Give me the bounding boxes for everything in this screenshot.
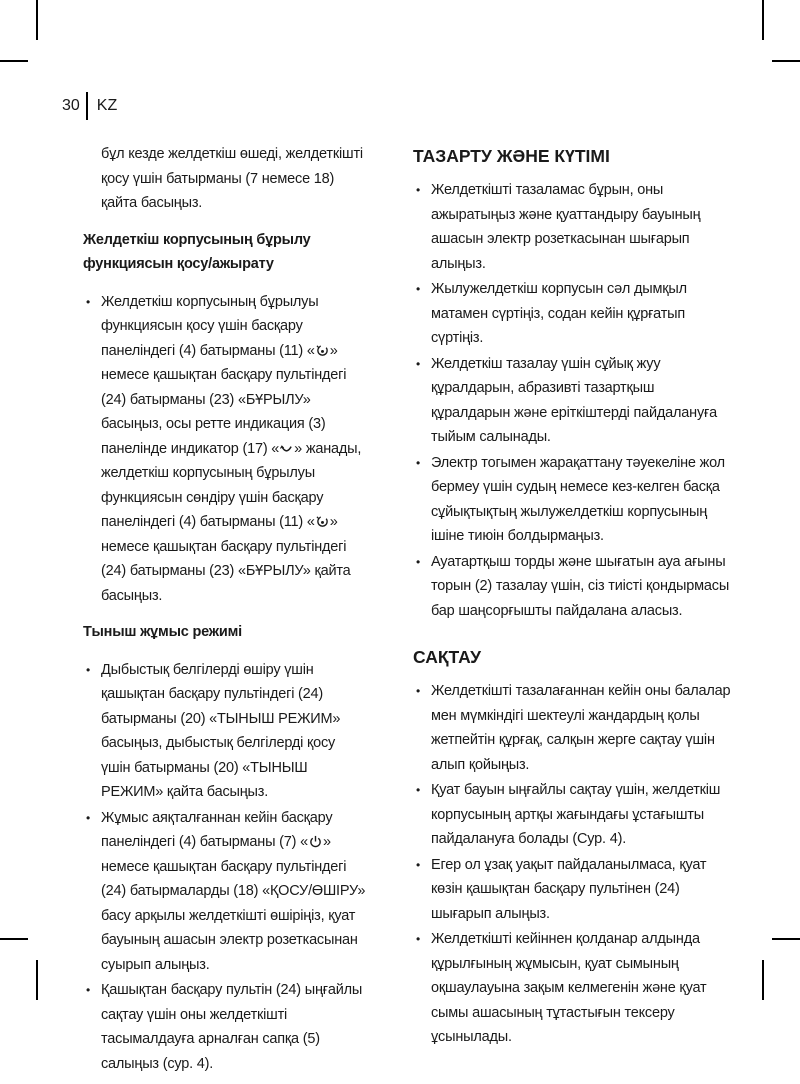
cleaning-item: • Электр тогымен жарақаттану тәуекеліне жол бермеу үшін судың немесе кез-келген басқа сұйықтықтың жылужелдеткіш корпусының ішіне тиюін болдырмаңыз.	[413, 451, 733, 549]
storage-heading: САҚТАУ	[413, 647, 481, 667]
continuation-paragraph: бұл кезде желдеткіш өшеді, желдеткішті қосу үшін батырманы (7 немесе 18) қайта басыңыз.	[101, 146, 363, 211]
header-divider	[86, 92, 88, 120]
crop-mark-top-right	[762, 0, 764, 40]
crop-mark-bottom-right	[762, 960, 764, 1000]
silent-mode-list	[83, 658, 368, 1077]
crop-mark-top-left-horizontal	[0, 60, 28, 62]
left-column	[83, 142, 368, 1084]
power-icon	[309, 835, 322, 848]
rotation-icon	[316, 344, 329, 357]
cleaning-item: • Желдеткіш тазалау үшін сұйық жуу құралдарын, абразивті тазартқыш құралдарын және еріткіштерді пайдалануға тыйым салынады.	[413, 352, 733, 450]
storage-list	[413, 679, 733, 1050]
rotation-text-4: » немесе қашықтан басқару пультіндегі (24) батырманы (23) «БҰРЫЛУ» қайта басыңыз.	[101, 514, 351, 604]
silent-mode-bullet-2	[83, 806, 368, 978]
oscillation-arc-icon	[280, 442, 293, 455]
page-number: 30	[62, 97, 80, 114]
language-code: KZ	[96, 97, 118, 114]
cleaning-item: • Ауатартқыш торды және шығатын ауа ағыны торын (2) тазалау үшін, сіз тиісті қондырмасы бар шаңсорғышты пайдалана аласыз.	[413, 550, 733, 624]
crop-mark-bottom-left-horizontal	[0, 938, 28, 940]
rotation-text-2: » немесе қашықтан басқару пультіндегі (24) батырманы (23) «БҰРЫЛУ» басыңыз, осы ретте индикация (3) панелінде индикатор (17) «	[101, 342, 347, 457]
crop-mark-bottom-left	[36, 960, 38, 1000]
page-header	[62, 92, 117, 120]
crop-mark-bottom-right-horizontal	[772, 938, 800, 940]
cleaning-heading: ТАЗАРТУ ЖӘНЕ КҮТІМІ	[413, 146, 610, 166]
storage-item: • Қуат бауын ыңғайлы сақтау үшін, желдеткіш корпусының артқы жағындағы ұстағышты пайдалануға болады (Сур. 4).	[413, 778, 733, 852]
rotation-icon-repeat	[316, 515, 329, 528]
power-off-text-2: » немесе қашықтан басқару пультіндегі (24) батырмаларды (18) «ҚОСУ/ӨШІРУ» басу арқылы желдеткішті өшіріңіз, қуат бауының ашасын электр розеткасынан суырып алыңыз.	[101, 834, 366, 973]
silent-mode-heading: Тыныш жұмыс режимі	[83, 624, 242, 640]
storage-item: • Егер ол ұзақ уақыт пайдаланылмаса, қуат көзін қашықтан басқару пультінен (24) шығарып алыңыз.	[413, 853, 733, 927]
cleaning-item: • Желдеткішті тазаламас бұрын, оны ажыратыңыз және қуаттандыру бауының ашасын электр розеткасынан шығарып алыңыз.	[413, 178, 733, 276]
storage-item: • Желдеткішті кейіннен қолданар алдында құрылғының жұмысын, қуат сымының оқшаулауына зақым келмегенін және қуат сымы ашасының тұтастығын тексеру ұсынылады.	[413, 927, 733, 1050]
rotation-bullet	[83, 290, 368, 609]
right-column	[413, 142, 733, 1058]
power-off-text-1: Жұмыс аяқталғаннан кейін басқару панеліндегі (4) батырманы (7) «	[101, 809, 333, 850]
crop-mark-top-right-horizontal	[772, 60, 800, 62]
silent-mode-bullet-3: • Қашықтан басқару пультін (24) ыңғайлы сақтау үшін оны желдеткішті тасымалдауға арналған сапқа (5) салыңыз (сур. 4).	[83, 978, 368, 1076]
rotation-text-3: » жанады, желдеткіш корпусының бұрылуы функциясын сөндіру үшін басқару панеліндегі (4) батырманы (11) «	[101, 440, 362, 530]
rotation-heading: Желдеткіш корпусының бұрылу функциясын қосу/ажырату	[83, 231, 311, 272]
storage-item: • Желдеткішті тазалағаннан кейін оны балалар мен мүмкіндігі шектеулі жандардың қолы жетпейтін құрғақ, салқын жерге сақтау үшін алып қойыңыз.	[413, 679, 733, 777]
rotation-list	[83, 290, 368, 609]
silent-mode-bullet-1: • Дыбыстық белгілерді өшіру үшін қашықтан басқару пультіндегі (24) батырманы (20) «ТЫНЫШ РЕЖИМ» басыңыз, дыбыстық белгілерді қосу үшін батырманы (20) «ТЫНЫШ РЕЖИМ» қайта басыңыз.	[83, 658, 368, 805]
cleaning-list	[413, 178, 733, 623]
cleaning-item: • Жылужелдеткіш корпусын сәл дымқыл матамен сүртіңіз, содан кейін құрғатып сүртіңіз.	[413, 277, 733, 351]
rotation-text-1: Желдеткіш корпусының бұрылуы функциясын қосу үшін басқару панеліндегі (4) батырманы (11) «	[101, 293, 319, 359]
crop-mark-top-left	[36, 0, 38, 40]
